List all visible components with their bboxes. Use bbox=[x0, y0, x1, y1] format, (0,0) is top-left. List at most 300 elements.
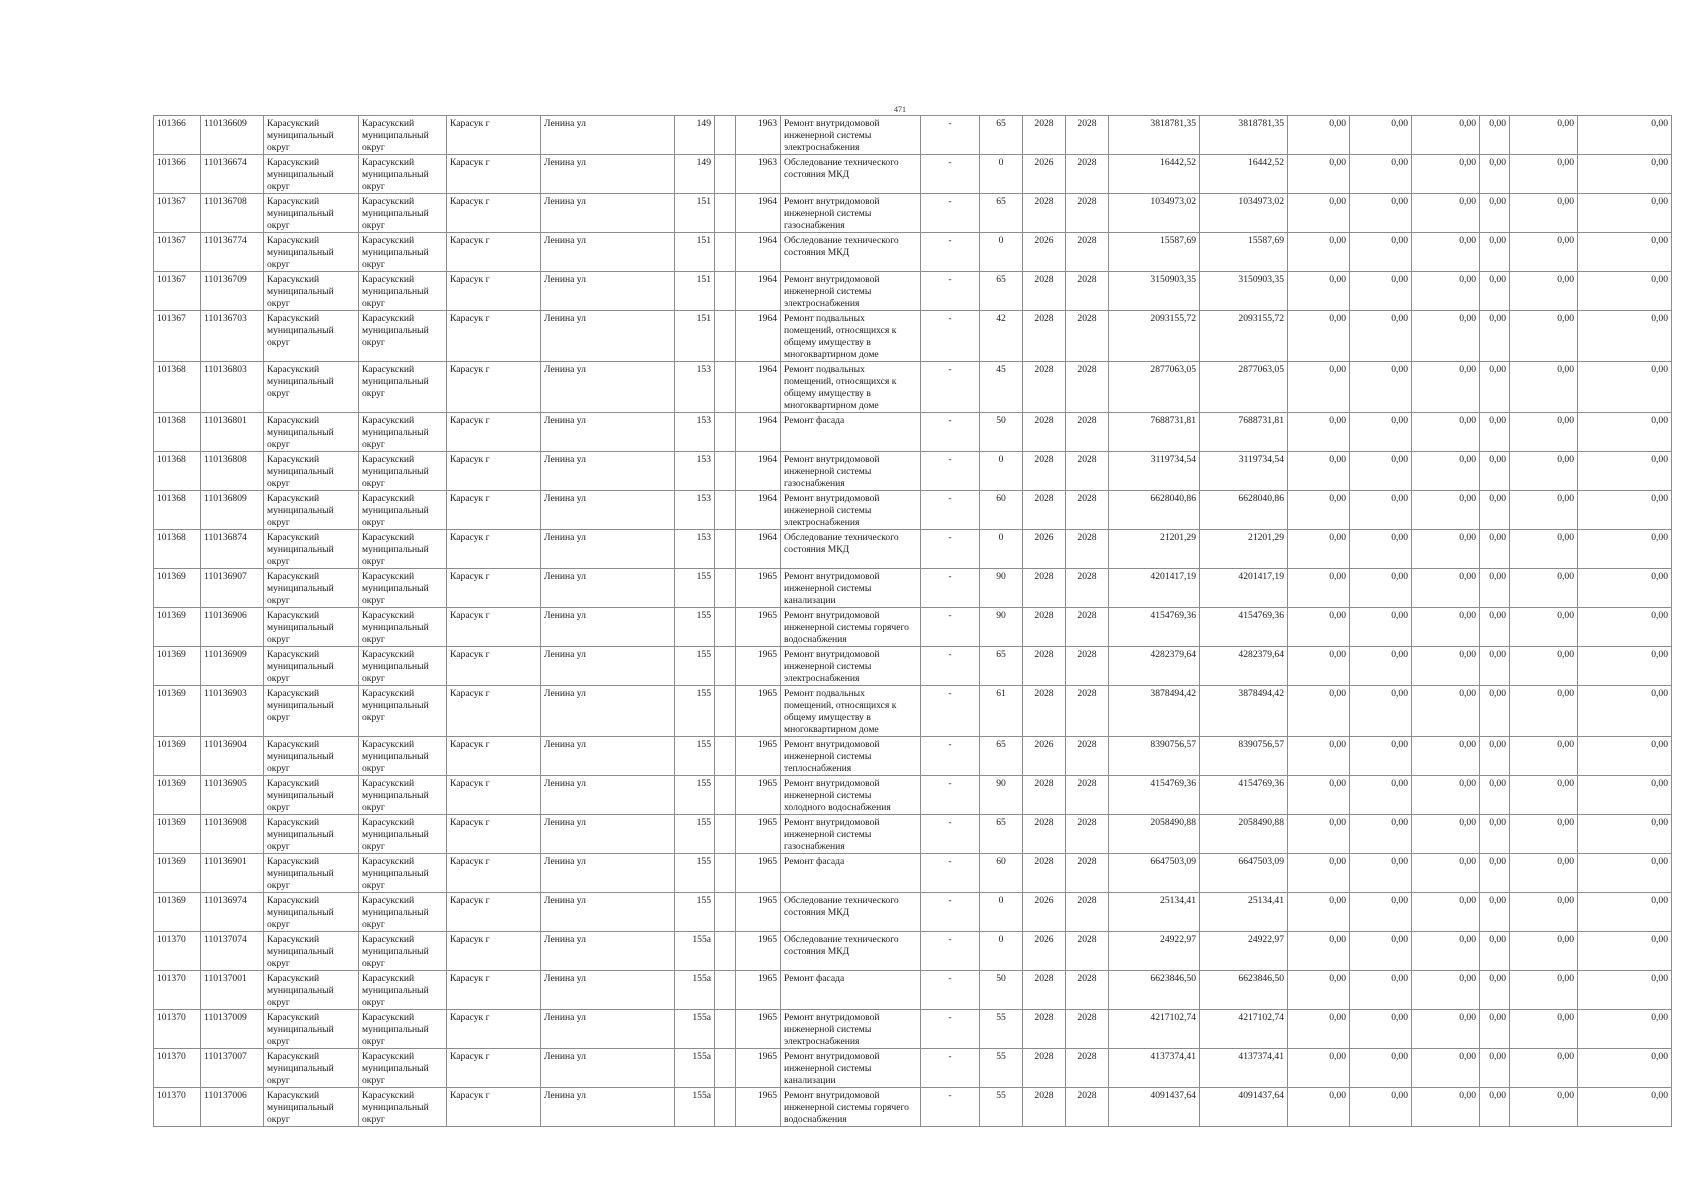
work-id-cell: 110137001 bbox=[201, 971, 264, 1010]
building-cell bbox=[715, 854, 736, 893]
municipality-cell: Карасукский муниципальный округ bbox=[359, 1049, 447, 1088]
house-id-cell: 101370 bbox=[154, 1088, 201, 1127]
owners-cell: 0,00 bbox=[1510, 311, 1578, 362]
wear-percent-cell: 0 bbox=[980, 530, 1023, 569]
local-cell: 0,00 bbox=[1412, 893, 1480, 932]
work-type-cell: Обследование технического состояния МКД bbox=[781, 233, 921, 272]
district-cell: Карасукский муниципальный округ bbox=[264, 1010, 359, 1049]
dash-cell: - bbox=[921, 737, 980, 776]
federal-cell: 0,00 bbox=[1288, 155, 1350, 194]
table-row bbox=[154, 116, 1672, 155]
end-year-cell: 2028 bbox=[1066, 608, 1109, 647]
work-type-cell: Ремонт внутридомовой инженерной системы электроснабжения bbox=[781, 272, 921, 311]
balance-cell: 0,00 bbox=[1578, 608, 1672, 647]
work-id-cell: 110136703 bbox=[201, 311, 264, 362]
district-cell: Карасукский муниципальный округ bbox=[264, 413, 359, 452]
owners-cell: 0,00 bbox=[1510, 1010, 1578, 1049]
fund-cost-cell: 4217102,74 bbox=[1200, 1010, 1288, 1049]
end-year-cell: 2028 bbox=[1066, 686, 1109, 737]
district-cell: Карасукский муниципальный округ bbox=[264, 1049, 359, 1088]
street-cell: Ленина ул bbox=[541, 815, 675, 854]
table-row bbox=[154, 932, 1672, 971]
house-id-cell: 101368 bbox=[154, 362, 201, 413]
total-cost-cell: 7688731,81 bbox=[1109, 413, 1200, 452]
plan-year-cell: 2028 bbox=[1023, 116, 1066, 155]
regional-cell: 0,00 bbox=[1350, 608, 1412, 647]
regional-cell: 0,00 bbox=[1350, 854, 1412, 893]
wear-percent-cell: 0 bbox=[980, 893, 1023, 932]
owners-cell: 0,00 bbox=[1510, 1088, 1578, 1127]
wear-percent-cell: 60 bbox=[980, 854, 1023, 893]
house-number-cell: 155 bbox=[675, 737, 715, 776]
total-cost-cell: 4091437,64 bbox=[1109, 1088, 1200, 1127]
end-year-cell: 2028 bbox=[1066, 854, 1109, 893]
house-number-cell: 151 bbox=[675, 233, 715, 272]
owners-cell: 0,00 bbox=[1510, 1049, 1578, 1088]
table-row bbox=[154, 971, 1672, 1010]
work-type-cell: Обследование технического состояния МКД bbox=[781, 155, 921, 194]
year-built-cell: 1965 bbox=[736, 932, 781, 971]
year-built-cell: 1964 bbox=[736, 311, 781, 362]
plan-year-cell: 2028 bbox=[1023, 1088, 1066, 1127]
total-cost-cell: 3818781,35 bbox=[1109, 116, 1200, 155]
house-id-cell: 101369 bbox=[154, 569, 201, 608]
fund-cost-cell: 2093155,72 bbox=[1200, 311, 1288, 362]
dash-cell: - bbox=[921, 647, 980, 686]
dash-cell: - bbox=[921, 311, 980, 362]
municipality-cell: Карасукский муниципальный округ bbox=[359, 932, 447, 971]
other-cell: 0,00 bbox=[1480, 647, 1510, 686]
local-cell: 0,00 bbox=[1412, 116, 1480, 155]
regional-cell: 0,00 bbox=[1350, 272, 1412, 311]
house-number-cell: 153 bbox=[675, 530, 715, 569]
work-id-cell: 110136801 bbox=[201, 413, 264, 452]
plan-year-cell: 2028 bbox=[1023, 647, 1066, 686]
house-id-cell: 101370 bbox=[154, 1010, 201, 1049]
street-cell: Ленина ул bbox=[541, 686, 675, 737]
work-id-cell: 110137074 bbox=[201, 932, 264, 971]
regional-cell: 0,00 bbox=[1350, 413, 1412, 452]
local-cell: 0,00 bbox=[1412, 491, 1480, 530]
plan-year-cell: 2026 bbox=[1023, 737, 1066, 776]
owners-cell: 0,00 bbox=[1510, 530, 1578, 569]
house-id-cell: 101369 bbox=[154, 815, 201, 854]
dash-cell: - bbox=[921, 932, 980, 971]
local-cell: 0,00 bbox=[1412, 362, 1480, 413]
year-built-cell: 1965 bbox=[736, 647, 781, 686]
work-id-cell: 110136808 bbox=[201, 452, 264, 491]
settlement-cell: Карасук г bbox=[447, 530, 541, 569]
fund-cost-cell: 7688731,81 bbox=[1200, 413, 1288, 452]
total-cost-cell: 6623846,50 bbox=[1109, 971, 1200, 1010]
other-cell: 0,00 bbox=[1480, 116, 1510, 155]
street-cell: Ленина ул bbox=[541, 116, 675, 155]
plan-year-cell: 2028 bbox=[1023, 608, 1066, 647]
street-cell: Ленина ул bbox=[541, 413, 675, 452]
work-type-cell: Ремонт фасада bbox=[781, 413, 921, 452]
plan-year-cell: 2028 bbox=[1023, 854, 1066, 893]
work-id-cell: 110136901 bbox=[201, 854, 264, 893]
regional-cell: 0,00 bbox=[1350, 932, 1412, 971]
house-number-cell: 155 bbox=[675, 893, 715, 932]
house-number-cell: 153 bbox=[675, 362, 715, 413]
settlement-cell: Карасук г bbox=[447, 233, 541, 272]
other-cell: 0,00 bbox=[1480, 491, 1510, 530]
local-cell: 0,00 bbox=[1412, 1088, 1480, 1127]
year-built-cell: 1965 bbox=[736, 815, 781, 854]
building-cell bbox=[715, 932, 736, 971]
end-year-cell: 2028 bbox=[1066, 737, 1109, 776]
work-type-cell: Ремонт внутридомовой инженерной системы канализации bbox=[781, 1049, 921, 1088]
fund-cost-cell: 3150903,35 bbox=[1200, 272, 1288, 311]
fund-cost-cell: 8390756,57 bbox=[1200, 737, 1288, 776]
end-year-cell: 2028 bbox=[1066, 1049, 1109, 1088]
work-id-cell: 110137006 bbox=[201, 1088, 264, 1127]
owners-cell: 0,00 bbox=[1510, 932, 1578, 971]
balance-cell: 0,00 bbox=[1578, 932, 1672, 971]
work-id-cell: 110136909 bbox=[201, 647, 264, 686]
local-cell: 0,00 bbox=[1412, 311, 1480, 362]
dash-cell: - bbox=[921, 116, 980, 155]
end-year-cell: 2028 bbox=[1066, 194, 1109, 233]
street-cell: Ленина ул bbox=[541, 155, 675, 194]
building-cell bbox=[715, 647, 736, 686]
plan-year-cell: 2028 bbox=[1023, 272, 1066, 311]
building-cell bbox=[715, 452, 736, 491]
work-type-cell: Ремонт внутридомовой инженерной системы горячего водоснабжения bbox=[781, 1088, 921, 1127]
wear-percent-cell: 90 bbox=[980, 608, 1023, 647]
work-id-cell: 110136904 bbox=[201, 737, 264, 776]
settlement-cell: Карасук г bbox=[447, 608, 541, 647]
dash-cell: - bbox=[921, 155, 980, 194]
year-built-cell: 1965 bbox=[736, 569, 781, 608]
other-cell: 0,00 bbox=[1480, 362, 1510, 413]
table-row bbox=[154, 194, 1672, 233]
fund-cost-cell: 4154769,36 bbox=[1200, 608, 1288, 647]
end-year-cell: 2028 bbox=[1066, 413, 1109, 452]
work-type-cell: Обследование технического состояния МКД bbox=[781, 932, 921, 971]
municipality-cell: Карасукский муниципальный округ bbox=[359, 413, 447, 452]
municipality-cell: Карасукский муниципальный округ bbox=[359, 971, 447, 1010]
regional-cell: 0,00 bbox=[1350, 233, 1412, 272]
balance-cell: 0,00 bbox=[1578, 815, 1672, 854]
federal-cell: 0,00 bbox=[1288, 737, 1350, 776]
year-built-cell: 1964 bbox=[736, 530, 781, 569]
work-id-cell: 110136905 bbox=[201, 776, 264, 815]
building-cell bbox=[715, 413, 736, 452]
work-id-cell: 110136908 bbox=[201, 815, 264, 854]
federal-cell: 0,00 bbox=[1288, 1010, 1350, 1049]
table-row bbox=[154, 272, 1672, 311]
street-cell: Ленина ул bbox=[541, 362, 675, 413]
street-cell: Ленина ул bbox=[541, 932, 675, 971]
end-year-cell: 2028 bbox=[1066, 452, 1109, 491]
local-cell: 0,00 bbox=[1412, 737, 1480, 776]
other-cell: 0,00 bbox=[1480, 272, 1510, 311]
table-row bbox=[154, 362, 1672, 413]
wear-percent-cell: 55 bbox=[980, 1049, 1023, 1088]
work-type-cell: Ремонт внутридомовой инженерной системы канализации bbox=[781, 569, 921, 608]
table-row bbox=[154, 1049, 1672, 1088]
wear-percent-cell: 65 bbox=[980, 815, 1023, 854]
house-number-cell: 155а bbox=[675, 1049, 715, 1088]
owners-cell: 0,00 bbox=[1510, 608, 1578, 647]
work-type-cell: Ремонт внутридомовой инженерной системы теплоснабжения bbox=[781, 737, 921, 776]
wear-percent-cell: 50 bbox=[980, 971, 1023, 1010]
street-cell: Ленина ул bbox=[541, 233, 675, 272]
settlement-cell: Карасук г bbox=[447, 155, 541, 194]
year-built-cell: 1963 bbox=[736, 155, 781, 194]
building-cell bbox=[715, 233, 736, 272]
house-id-cell: 101366 bbox=[154, 155, 201, 194]
owners-cell: 0,00 bbox=[1510, 686, 1578, 737]
work-id-cell: 110136903 bbox=[201, 686, 264, 737]
municipality-cell: Карасукский муниципальный округ bbox=[359, 608, 447, 647]
street-cell: Ленина ул bbox=[541, 1010, 675, 1049]
end-year-cell: 2028 bbox=[1066, 569, 1109, 608]
table-row bbox=[154, 737, 1672, 776]
plan-year-cell: 2028 bbox=[1023, 971, 1066, 1010]
fund-cost-cell: 24922,97 bbox=[1200, 932, 1288, 971]
owners-cell: 0,00 bbox=[1510, 233, 1578, 272]
balance-cell: 0,00 bbox=[1578, 233, 1672, 272]
house-number-cell: 155 bbox=[675, 776, 715, 815]
work-id-cell: 110136907 bbox=[201, 569, 264, 608]
work-type-cell: Ремонт внутридомовой инженерной системы горячего водоснабжения bbox=[781, 608, 921, 647]
balance-cell: 0,00 bbox=[1578, 1010, 1672, 1049]
owners-cell: 0,00 bbox=[1510, 155, 1578, 194]
federal-cell: 0,00 bbox=[1288, 233, 1350, 272]
wear-percent-cell: 90 bbox=[980, 569, 1023, 608]
regional-cell: 0,00 bbox=[1350, 362, 1412, 413]
district-cell: Карасукский муниципальный округ bbox=[264, 194, 359, 233]
year-built-cell: 1965 bbox=[736, 608, 781, 647]
owners-cell: 0,00 bbox=[1510, 413, 1578, 452]
fund-cost-cell: 6628040,86 bbox=[1200, 491, 1288, 530]
balance-cell: 0,00 bbox=[1578, 569, 1672, 608]
end-year-cell: 2028 bbox=[1066, 116, 1109, 155]
wear-percent-cell: 42 bbox=[980, 311, 1023, 362]
dash-cell: - bbox=[921, 776, 980, 815]
municipality-cell: Карасукский муниципальный округ bbox=[359, 530, 447, 569]
municipality-cell: Карасукский муниципальный округ bbox=[359, 452, 447, 491]
balance-cell: 0,00 bbox=[1578, 413, 1672, 452]
building-cell bbox=[715, 737, 736, 776]
total-cost-cell: 2093155,72 bbox=[1109, 311, 1200, 362]
work-id-cell: 110136674 bbox=[201, 155, 264, 194]
dash-cell: - bbox=[921, 686, 980, 737]
wear-percent-cell: 50 bbox=[980, 413, 1023, 452]
building-cell bbox=[715, 194, 736, 233]
balance-cell: 0,00 bbox=[1578, 116, 1672, 155]
federal-cell: 0,00 bbox=[1288, 530, 1350, 569]
balance-cell: 0,00 bbox=[1578, 194, 1672, 233]
table-row bbox=[154, 233, 1672, 272]
plan-year-cell: 2028 bbox=[1023, 491, 1066, 530]
end-year-cell: 2028 bbox=[1066, 491, 1109, 530]
other-cell: 0,00 bbox=[1480, 452, 1510, 491]
work-type-cell: Ремонт внутридомовой инженерной системы электроснабжения bbox=[781, 116, 921, 155]
regional-cell: 0,00 bbox=[1350, 776, 1412, 815]
municipality-cell: Карасукский муниципальный округ bbox=[359, 569, 447, 608]
dash-cell: - bbox=[921, 413, 980, 452]
table-row bbox=[154, 1088, 1672, 1127]
federal-cell: 0,00 bbox=[1288, 272, 1350, 311]
end-year-cell: 2028 bbox=[1066, 233, 1109, 272]
wear-percent-cell: 65 bbox=[980, 116, 1023, 155]
house-id-cell: 101367 bbox=[154, 272, 201, 311]
federal-cell: 0,00 bbox=[1288, 452, 1350, 491]
building-cell bbox=[715, 608, 736, 647]
other-cell: 0,00 bbox=[1480, 155, 1510, 194]
total-cost-cell: 4137374,41 bbox=[1109, 1049, 1200, 1088]
settlement-cell: Карасук г bbox=[447, 311, 541, 362]
wear-percent-cell: 0 bbox=[980, 452, 1023, 491]
house-number-cell: 155а bbox=[675, 971, 715, 1010]
end-year-cell: 2028 bbox=[1066, 893, 1109, 932]
district-cell: Карасукский муниципальный округ bbox=[264, 569, 359, 608]
house-number-cell: 151 bbox=[675, 272, 715, 311]
regional-cell: 0,00 bbox=[1350, 194, 1412, 233]
house-id-cell: 101370 bbox=[154, 971, 201, 1010]
street-cell: Ленина ул bbox=[541, 530, 675, 569]
end-year-cell: 2028 bbox=[1066, 932, 1109, 971]
table-row bbox=[154, 815, 1672, 854]
year-built-cell: 1963 bbox=[736, 116, 781, 155]
balance-cell: 0,00 bbox=[1578, 686, 1672, 737]
wear-percent-cell: 55 bbox=[980, 1010, 1023, 1049]
table-row bbox=[154, 686, 1672, 737]
total-cost-cell: 4154769,36 bbox=[1109, 608, 1200, 647]
street-cell: Ленина ул bbox=[541, 647, 675, 686]
fund-cost-cell: 6647503,09 bbox=[1200, 854, 1288, 893]
house-id-cell: 101367 bbox=[154, 194, 201, 233]
regional-cell: 0,00 bbox=[1350, 116, 1412, 155]
wear-percent-cell: 60 bbox=[980, 491, 1023, 530]
local-cell: 0,00 bbox=[1412, 233, 1480, 272]
table-row bbox=[154, 452, 1672, 491]
federal-cell: 0,00 bbox=[1288, 854, 1350, 893]
fund-cost-cell: 2058490,88 bbox=[1200, 815, 1288, 854]
end-year-cell: 2028 bbox=[1066, 1088, 1109, 1127]
house-number-cell: 155а bbox=[675, 1088, 715, 1127]
repair-schedule-table bbox=[153, 115, 1672, 1127]
building-cell bbox=[715, 491, 736, 530]
owners-cell: 0,00 bbox=[1510, 971, 1578, 1010]
year-built-cell: 1965 bbox=[736, 776, 781, 815]
year-built-cell: 1964 bbox=[736, 413, 781, 452]
balance-cell: 0,00 bbox=[1578, 272, 1672, 311]
year-built-cell: 1964 bbox=[736, 491, 781, 530]
total-cost-cell: 4201417,19 bbox=[1109, 569, 1200, 608]
dash-cell: - bbox=[921, 491, 980, 530]
street-cell: Ленина ул bbox=[541, 194, 675, 233]
street-cell: Ленина ул bbox=[541, 737, 675, 776]
house-number-cell: 155 bbox=[675, 815, 715, 854]
plan-year-cell: 2028 bbox=[1023, 1049, 1066, 1088]
local-cell: 0,00 bbox=[1412, 686, 1480, 737]
municipality-cell: Карасукский муниципальный округ bbox=[359, 116, 447, 155]
wear-percent-cell: 0 bbox=[980, 233, 1023, 272]
balance-cell: 0,00 bbox=[1578, 452, 1672, 491]
house-number-cell: 153 bbox=[675, 413, 715, 452]
dash-cell: - bbox=[921, 608, 980, 647]
district-cell: Карасукский муниципальный округ bbox=[264, 608, 359, 647]
house-number-cell: 155а bbox=[675, 1010, 715, 1049]
total-cost-cell: 3150903,35 bbox=[1109, 272, 1200, 311]
total-cost-cell: 15587,69 bbox=[1109, 233, 1200, 272]
work-type-cell: Ремонт подвальных помещений, относящихся к общему имуществу в многоквартирном доме bbox=[781, 311, 921, 362]
wear-percent-cell: 0 bbox=[980, 932, 1023, 971]
balance-cell: 0,00 bbox=[1578, 776, 1672, 815]
wear-percent-cell: 65 bbox=[980, 272, 1023, 311]
regional-cell: 0,00 bbox=[1350, 893, 1412, 932]
street-cell: Ленина ул bbox=[541, 776, 675, 815]
owners-cell: 0,00 bbox=[1510, 737, 1578, 776]
other-cell: 0,00 bbox=[1480, 194, 1510, 233]
street-cell: Ленина ул bbox=[541, 569, 675, 608]
federal-cell: 0,00 bbox=[1288, 893, 1350, 932]
owners-cell: 0,00 bbox=[1510, 194, 1578, 233]
house-id-cell: 101369 bbox=[154, 776, 201, 815]
work-id-cell: 110136974 bbox=[201, 893, 264, 932]
other-cell: 0,00 bbox=[1480, 854, 1510, 893]
municipality-cell: Карасукский муниципальный округ bbox=[359, 893, 447, 932]
dash-cell: - bbox=[921, 854, 980, 893]
house-id-cell: 101367 bbox=[154, 233, 201, 272]
dash-cell: - bbox=[921, 272, 980, 311]
house-number-cell: 149 bbox=[675, 116, 715, 155]
fund-cost-cell: 4201417,19 bbox=[1200, 569, 1288, 608]
work-type-cell: Обследование технического состояния МКД bbox=[781, 893, 921, 932]
year-built-cell: 1964 bbox=[736, 233, 781, 272]
total-cost-cell: 4154769,36 bbox=[1109, 776, 1200, 815]
balance-cell: 0,00 bbox=[1578, 971, 1672, 1010]
dash-cell: - bbox=[921, 530, 980, 569]
municipality-cell: Карасукский муниципальный округ bbox=[359, 1010, 447, 1049]
fund-cost-cell: 3119734,54 bbox=[1200, 452, 1288, 491]
work-type-cell: Обследование технического состояния МКД bbox=[781, 530, 921, 569]
house-id-cell: 101369 bbox=[154, 647, 201, 686]
district-cell: Карасукский муниципальный округ bbox=[264, 362, 359, 413]
district-cell: Карасукский муниципальный округ bbox=[264, 737, 359, 776]
plan-year-cell: 2028 bbox=[1023, 311, 1066, 362]
fund-cost-cell: 6623846,50 bbox=[1200, 971, 1288, 1010]
fund-cost-cell: 4091437,64 bbox=[1200, 1088, 1288, 1127]
regional-cell: 0,00 bbox=[1350, 491, 1412, 530]
total-cost-cell: 6628040,86 bbox=[1109, 491, 1200, 530]
settlement-cell: Карасук г bbox=[447, 194, 541, 233]
district-cell: Карасукский муниципальный округ bbox=[264, 530, 359, 569]
work-id-cell: 110136906 bbox=[201, 608, 264, 647]
local-cell: 0,00 bbox=[1412, 608, 1480, 647]
other-cell: 0,00 bbox=[1480, 737, 1510, 776]
local-cell: 0,00 bbox=[1412, 452, 1480, 491]
federal-cell: 0,00 bbox=[1288, 491, 1350, 530]
building-cell bbox=[715, 815, 736, 854]
federal-cell: 0,00 bbox=[1288, 1049, 1350, 1088]
district-cell: Карасукский муниципальный округ bbox=[264, 854, 359, 893]
total-cost-cell: 6647503,09 bbox=[1109, 854, 1200, 893]
work-id-cell: 110136709 bbox=[201, 272, 264, 311]
settlement-cell: Карасук г bbox=[447, 452, 541, 491]
settlement-cell: Карасук г bbox=[447, 362, 541, 413]
table-body bbox=[154, 116, 1672, 1127]
municipality-cell: Карасукский муниципальный округ bbox=[359, 737, 447, 776]
local-cell: 0,00 bbox=[1412, 815, 1480, 854]
plan-year-cell: 2028 bbox=[1023, 452, 1066, 491]
fund-cost-cell: 16442,52 bbox=[1200, 155, 1288, 194]
